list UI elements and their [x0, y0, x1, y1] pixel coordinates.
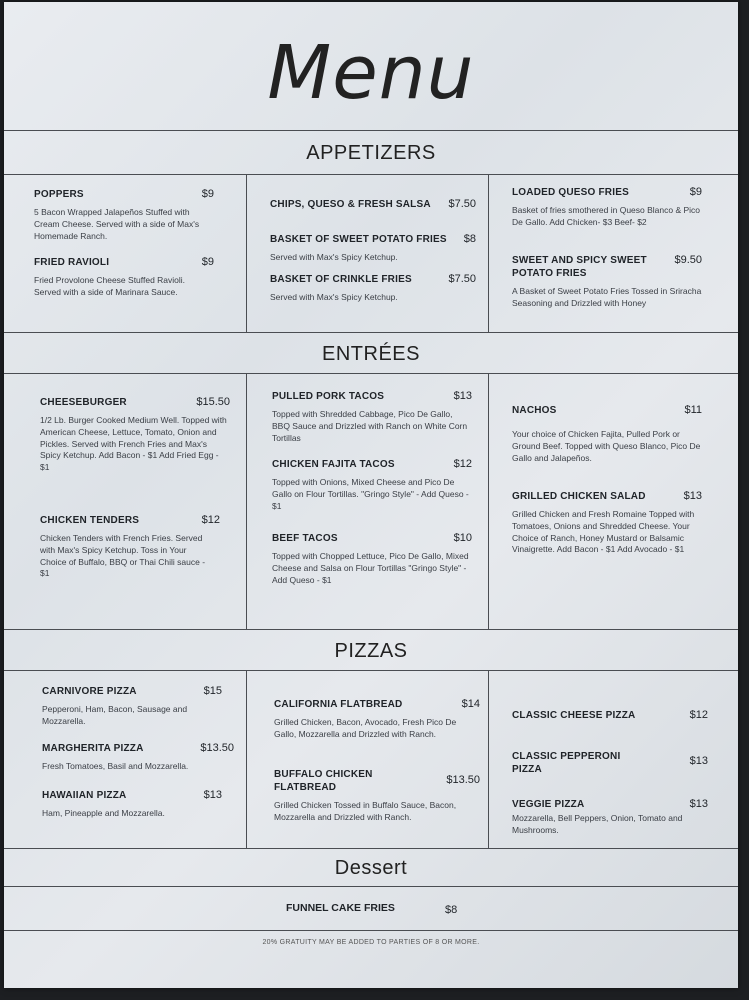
menu-item [272, 532, 472, 586]
column-divider [246, 670, 247, 848]
item-description: Basket of fries smothered in Queso Blanco & Pico De Gallo. Add Chicken- $3 Beef- $2 [512, 205, 701, 227]
item-name: GRILLED CHICKEN SALAD [512, 491, 646, 502]
menu-item [512, 709, 708, 722]
gratuity-note: 20% GRATUITY MAY BE ADDED TO PARTIES OF 8 OR MORE. [262, 939, 480, 946]
divider [4, 930, 738, 931]
item-name: CHIPS, QUESO & FRESH SALSA [270, 199, 431, 210]
item-description: Grilled Chicken, Bacon, Avocado, Fresh Pico De Gallo, Mozzarella and Drizzled with Ranch. [274, 717, 457, 739]
item-name: VEGGIE PIZZA [512, 799, 585, 810]
item-name: LOADED QUESO FRIES [512, 187, 629, 198]
divider [4, 373, 738, 374]
menu-item [270, 233, 476, 264]
item-name: CLASSIC CHEESE PIZZA [512, 710, 636, 721]
divider [4, 886, 738, 887]
item-name: CLASSIC PEPPERONI PIZZA [512, 751, 621, 775]
item-price: $9.50 [674, 254, 702, 266]
item-description: Fried Provolone Cheese Stuffed Ravioli. Served with a side of Marinara Sauce. [34, 275, 186, 297]
item-price: $13.50 [446, 774, 480, 786]
column-divider [246, 174, 247, 332]
item-price: $13 [689, 798, 708, 810]
item-description: Topped with Chopped Lettuce, Pico De Gallo, Mixed Cheese and Salsa on Flour Tortillas "Gringo Style" - Add Queso - $1 [272, 551, 469, 585]
menu-item [34, 188, 214, 242]
column-divider [488, 174, 489, 332]
menu-item [512, 750, 708, 776]
item-price: $12 [201, 514, 220, 526]
item-price: $13.50 [200, 742, 234, 754]
item-name: NACHOS [512, 405, 557, 416]
item-description: Your choice of Chicken Fajita, Pulled Pork or Ground Beef. Topped with Queso Blanco, Pico De Gallo and Jalapeños. [512, 429, 701, 463]
section-title-pizzas: PIZZAS [334, 640, 408, 662]
item-price: $9 [201, 188, 214, 200]
menu-item [274, 768, 480, 824]
item-price: $9 [201, 256, 214, 268]
menu-title: Menu [267, 30, 475, 116]
section-title-entrees: ENTRÉES [322, 343, 420, 365]
item-description: Chicken Tenders with French Fries. Served with Max's Spicy Ketchup. Toss in Your Choice of Buffalo, BBQ or Thai Chili sauce - $1 [40, 533, 206, 579]
item-name: PULLED PORK TACOS [272, 391, 385, 402]
item-name: CALIFORNIA FLATBREAD [274, 699, 403, 710]
item-description: 1/2 Lb. Burger Cooked Medium Well. Topped with American Cheese, Lettuce, Tomato, Onion and Pickles. Served with French Fries and Max's Spicy Ketchup. Add Bacon - $1 Add Fried Egg - $1 [40, 415, 227, 473]
section-title-dessert: Dessert [334, 857, 408, 879]
menu-item [40, 396, 230, 474]
divider [4, 629, 738, 630]
item-name: MARGHERITA PIZZA [42, 743, 144, 754]
item-price: $13 [203, 789, 222, 801]
menu-item [512, 490, 702, 556]
item-description: 5 Bacon Wrapped Jalapeños Stuffed with Cream Cheese. Served with a side of Max's Homemade Ranch. [34, 207, 200, 241]
item-name: CHICKEN FAJITA TACOS [272, 459, 395, 470]
item-description: Grilled Chicken Tossed in Buffalo Sauce, Bacon, Mozzarella and Drizzled with Ranch. [274, 800, 457, 822]
item-name: CHICKEN TENDERS [40, 515, 140, 526]
column-divider [488, 373, 489, 629]
item-name: BEEF TACOS [272, 533, 338, 544]
menu-item [40, 514, 230, 580]
item-description: A Basket of Sweet Potato Fries Tossed in Sriracha Seasoning and Drizzled with Honey [512, 286, 702, 308]
item-price: $12 [689, 709, 708, 721]
item-name: BASKET OF CRINKLE FRIES [270, 274, 412, 285]
item-name: POPPERS [34, 189, 84, 200]
divider [4, 670, 738, 671]
menu-item [512, 798, 708, 837]
item-price: $7.50 [448, 198, 476, 210]
menu-item [270, 273, 476, 304]
menu-item [274, 698, 480, 741]
menu-item [34, 256, 214, 299]
item-name: BUFFALO CHICKEN FLATBREAD [274, 769, 373, 793]
menu-item [42, 685, 222, 728]
item-name: CHEESEBURGER [40, 397, 127, 408]
menu-item [42, 789, 222, 820]
item-name: HAWAIIAN PIZZA [42, 790, 127, 801]
section-title-appetizers: APPETIZERS [306, 142, 436, 164]
menu-item [270, 198, 476, 211]
item-description: Pepperoni, Ham, Bacon, Sausage and Mozzarella. [42, 704, 188, 726]
item-price: $13 [689, 755, 708, 767]
menu-paper [4, 2, 738, 988]
dessert-item-price: $8 [445, 904, 458, 916]
column-divider [246, 373, 247, 629]
divider [4, 332, 738, 333]
item-price: $8 [463, 233, 476, 245]
divider [4, 848, 738, 849]
menu-item [512, 404, 702, 464]
item-price: $13 [453, 390, 472, 402]
item-description: Topped with Shredded Cabbage, Pico De Gallo, BBQ Sauce and Drizzled with Ranch on White Corn Tortillas [272, 409, 468, 443]
item-description: Fresh Tomatoes, Basil and Mozzarella. [42, 761, 189, 771]
item-description: Served with Max's Spicy Ketchup. [270, 252, 398, 262]
item-description: Topped with Onions, Mixed Cheese and Pico De Gallo on Flour Tortillas. "Gringo Style" - Add Queso - $1 [272, 477, 469, 511]
item-description: Ham, Pineapple and Mozzarella. [42, 808, 165, 818]
menu-item [512, 254, 702, 310]
item-price: $11 [684, 404, 702, 416]
menu-item [42, 742, 234, 773]
column-divider [488, 670, 489, 848]
item-name: BASKET OF SWEET POTATO FRIES [270, 234, 447, 245]
item-price: $13 [683, 490, 702, 502]
divider [4, 130, 738, 131]
menu-item [272, 458, 472, 512]
item-price: $10 [453, 532, 472, 544]
item-name: CARNIVORE PIZZA [42, 686, 137, 697]
divider [4, 174, 738, 175]
item-description: Mozzarella, Bell Peppers, Onion, Tomato and Mushrooms. [512, 813, 683, 835]
item-price: $14 [461, 698, 480, 710]
item-price: $12 [453, 458, 472, 470]
item-description: Grilled Chicken and Fresh Romaine Topped with Tomatoes, Onions and Shredded Cheese. Your Choice of Ranch, Honey Mustard or Balsamic Vinaigrette. Add Bacon - $1 Add Avocado - $1 [512, 509, 695, 555]
item-price: $7.50 [448, 273, 476, 285]
item-name: FRIED RAVIOLI [34, 257, 110, 268]
menu-item [272, 390, 472, 444]
item-price: $15 [203, 685, 222, 697]
item-name: SWEET AND SPICY SWEET POTATO FRIES [512, 255, 647, 279]
item-price: $9 [689, 186, 702, 198]
item-description: Served with Max's Spicy Ketchup. [270, 292, 398, 302]
item-price: $15.50 [196, 396, 230, 408]
menu-item [512, 186, 702, 229]
dessert-item-name: FUNNEL CAKE FRIES [286, 902, 395, 914]
